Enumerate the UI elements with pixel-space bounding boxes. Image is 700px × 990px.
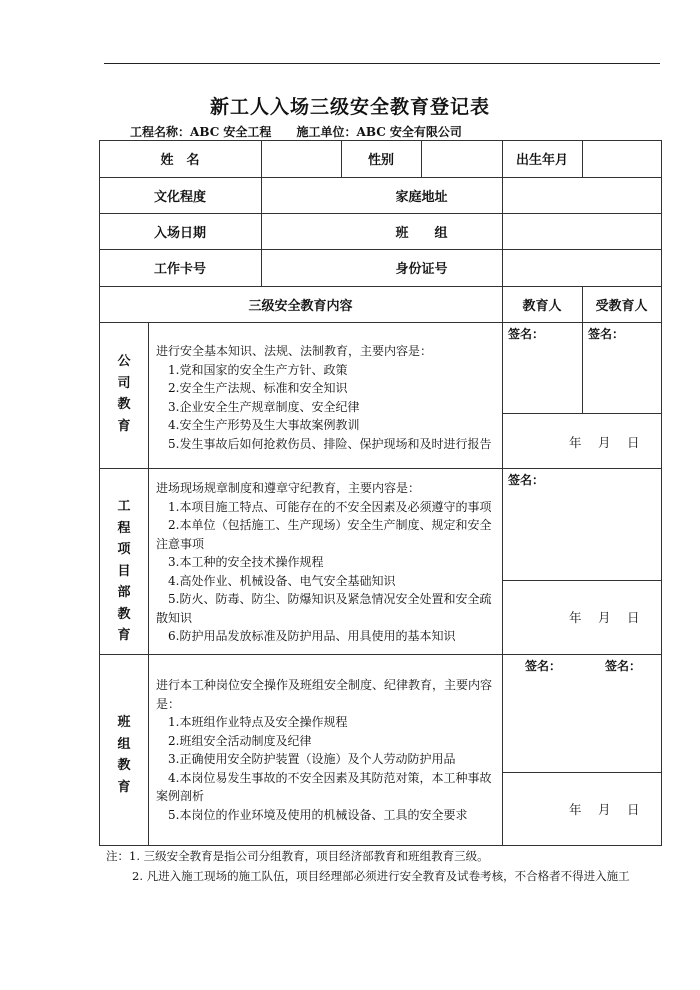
project-educator-sign[interactable]: 签名：: [508, 473, 545, 487]
list-item: 1.本班组作业特点及安全操作规程: [168, 715, 348, 729]
section-company-label: 公 司 教 育: [117, 354, 131, 434]
unit-label: 施工单位：: [296, 125, 357, 139]
team-educatee-sign[interactable]: 签名：: [605, 659, 642, 673]
content-header: 三级安全教育内容: [248, 298, 353, 314]
list-item: 3.企业安全生产规章制度、安全纪律: [168, 399, 360, 414]
list-item: 1.本项目施工特点、可能存在的不安全因素及必须遵守的事项: [168, 499, 492, 514]
id-number-label: 身份证号: [395, 262, 448, 277]
list-item: 3.正确使用安全防护装置（设施）及个人劳动防护用品: [168, 752, 456, 766]
list-item: 6.防护用品发放标准及防护用品、用具使用的基本知识: [168, 629, 456, 643]
note-1: 注：1. 三级安全教育是指公司分组教育，项目经济部教育和班组教育三级。: [106, 849, 489, 863]
team-intro-continuation: 是：: [156, 696, 181, 711]
team-intro: 进行本工种岗位安全操作及班组安全制度、纪律教育，主要内容: [156, 678, 493, 692]
project-name-label: 工程名称：: [130, 125, 191, 139]
name-label: 姓 名: [160, 153, 200, 168]
company-educator-sign[interactable]: 签名：: [508, 327, 545, 341]
footnotes: [106, 846, 700, 886]
list-item: 1.党和国家的安全生产方针、政策: [168, 362, 348, 377]
educator-header: 教育人: [522, 298, 562, 314]
entry-date-label: 入场日期: [153, 225, 206, 241]
list-item: 5.本岗位的作业环境及使用的机械设备、工具的安全要求: [168, 807, 468, 822]
gender-label: 性别: [367, 153, 394, 168]
birth-label: 出生年月: [515, 153, 568, 168]
list-item: 3.本工种的安全技术操作规程: [168, 555, 324, 569]
list-item-continuation: 散知识: [156, 610, 193, 625]
address-field[interactable]: [502, 177, 661, 213]
gender-field[interactable]: [422, 140, 502, 177]
list-item: 2.本单位（包括施工、生产现场）安全生产制度、规定和安全: [168, 518, 492, 532]
section-company-content: [156, 342, 502, 453]
company-date[interactable]: 年 月 日: [569, 435, 640, 450]
list-item-continuation: 注意事项: [156, 536, 205, 551]
section-project-label: 工 程 项 目 部 教 育: [117, 499, 131, 643]
list-item: 4.安全生产形势及生大事故案例教训: [168, 418, 360, 432]
note-2: 2. 凡进入施工现场的施工队伍，项目经理部必须进行安全教育及试卷考核，不合格者不得进入施工: [132, 869, 630, 883]
team-educator-sign[interactable]: 签名：: [525, 659, 562, 673]
address-label: 家庭地址: [395, 189, 448, 205]
list-item: 4.本岗位易发生事故的不安全因素及其防范对策，本工种事故: [168, 770, 492, 785]
list-item: 2.安全生产法规、标准和安全知识: [168, 381, 348, 395]
section-team-label: 班 组 教 育: [117, 715, 131, 795]
company-intro: 进行安全基本知识、法规、法制教育，主要内容是：: [156, 344, 433, 358]
unit-value: ABC 安全有限公司: [356, 125, 462, 139]
project-date[interactable]: 年 月 日: [569, 610, 640, 625]
list-item: 4.高处作业、机械设备、电气安全基础知识: [168, 573, 396, 588]
project-intro: 进场现场规章制度和遵章守纪教育，主要内容是：: [156, 481, 421, 495]
company-educatee-sign[interactable]: 签名：: [588, 327, 625, 341]
name-field[interactable]: [262, 140, 341, 177]
list-item: 5.防火、防毒、防尘、防爆知识及紧急情况安全处置和安全疏: [168, 592, 492, 606]
list-item-continuation: 案例剖析: [156, 789, 205, 803]
work-card-label: 工作卡号: [153, 262, 206, 277]
team-date[interactable]: 年 月 日: [569, 802, 640, 817]
education-label: 文化程度: [153, 189, 206, 205]
project-name-value: ABC 安全工程: [190, 125, 272, 139]
list-item: 5.发生事故后如何抢救伤员、排险、保护现场和及时进行报告: [168, 436, 492, 451]
section-project-content: [156, 479, 502, 646]
form-title: 新工人入场三级安全教育登记表: [209, 96, 490, 118]
section-team-content: [156, 676, 502, 824]
list-item: 2.班组安全活动制度及纪律: [168, 733, 312, 748]
birth-field[interactable]: [583, 140, 661, 177]
educatee-header: 受教育人: [595, 298, 648, 314]
team-label: 班 组: [395, 225, 448, 241]
